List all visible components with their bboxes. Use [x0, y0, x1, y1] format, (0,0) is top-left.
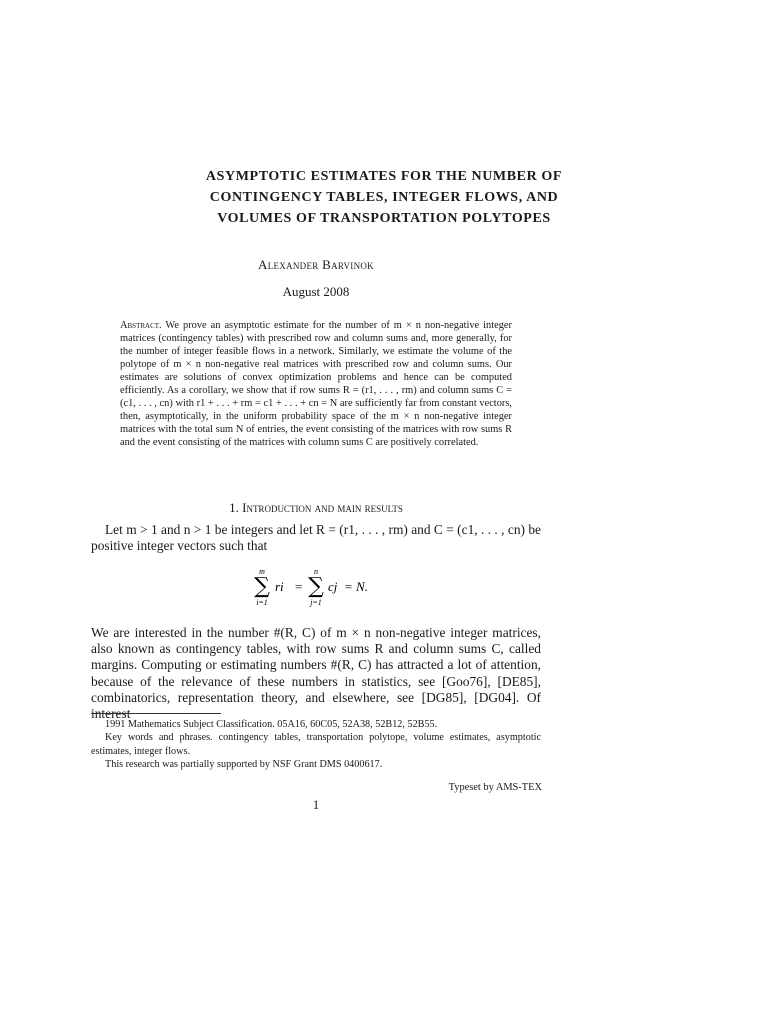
date: August 2008 — [282, 284, 350, 299]
page-number: 1 — [312, 797, 320, 812]
sum2-lower-limit: j=1 — [310, 598, 322, 607]
title-line: VOLUMES OF TRANSPORTATION POLYTOPES — [217, 211, 551, 226]
sum2-symbol: ∑ — [308, 574, 324, 599]
section-title: Introduction and main results — [242, 500, 403, 515]
author: Alexander Barvinok — [258, 257, 374, 272]
display-equation — [0, 565, 632, 613]
term-r-i: ri — [275, 579, 284, 594]
title-line: CONTINGENCY TABLES, INTEGER FLOWS, AND — [209, 190, 559, 205]
abstract-text: We prove an asymptotic estimate for the number of m × n non-negative integer matrices (contingency tables) with prescribed row and column sums and, more generally, for the number of integer feasible flows in a network. Similarly, we estimate the volume of the polytope of m × n non-negative real matrices with prescribed row and column sums. Our estimates are solutions of convex optimization problems and hence can be computed efficiently. As a corollary, we show that if row sums R = (r1, . . . , rm) and column sums C = (c1, . . . , cn) with r1 + . . . + rm = c1 + . . . + cn = N are sufficiently far from constant vectors, then, asymptotically, in the uniform probability space of the m × n non-negative integer matrices with the total sum N of entries, the event consisting of the matrices with row sums R and the event consisting of the matrices with column sums C are positively correlated. — [120, 320, 512, 448]
footnote-keywords: Key words and phrases. contingency tables, transportation polytope, volume estimates, asymptotic estimates, integer flows. — [91, 732, 541, 757]
term-c-j: cj — [328, 579, 338, 594]
sum2-upper-limit: n — [314, 567, 318, 576]
sum1-upper-limit: m — [259, 567, 265, 576]
equals-sign: = — [295, 579, 303, 594]
footnote-funding: This research was partially supported by NSF Grant DMS 0400617. — [105, 759, 383, 771]
paper-title — [80, 166, 688, 229]
typeset-note: Typeset by AMS-TEX — [448, 782, 542, 793]
sum1-lower-limit: i=1 — [256, 598, 268, 607]
abstract-label: Abstract. — [120, 320, 162, 331]
equation-rhs: = N. — [344, 579, 368, 594]
footnote-rule — [91, 713, 221, 714]
sum1-symbol: ∑ — [254, 574, 270, 599]
paragraph-2: We are interested in the number #(R, C) of m × n non-negative integer matrices, also known as contingency tables, with row sums R and column sums C, called margins. Computing or estimating numbers #(R, C) has attracted a lot of attention, because of the relevance of these numbers in statistics, see [Goo76], [DE85], combinatorics, representation theory, and elsewhere, see [DG85], [DG04]. Of interest — [91, 625, 541, 722]
section-heading — [0, 500, 632, 516]
title-line: ASYMPTOTIC ESTIMATES FOR THE NUMBER OF — [205, 169, 563, 184]
footnotes — [91, 718, 541, 772]
footnote-msc: 1991 Mathematics Subject Classification. 05A16, 60C05, 52A38, 52B12, 52B55. — [105, 719, 438, 730]
abstract — [120, 319, 512, 449]
section-number: 1. — [229, 500, 239, 515]
paragraph-1: Let m > 1 and n > 1 be integers and let R = (r1, . . . , rm) and C = (c1, . . . , cn) be positive integer vectors such that — [91, 522, 541, 554]
